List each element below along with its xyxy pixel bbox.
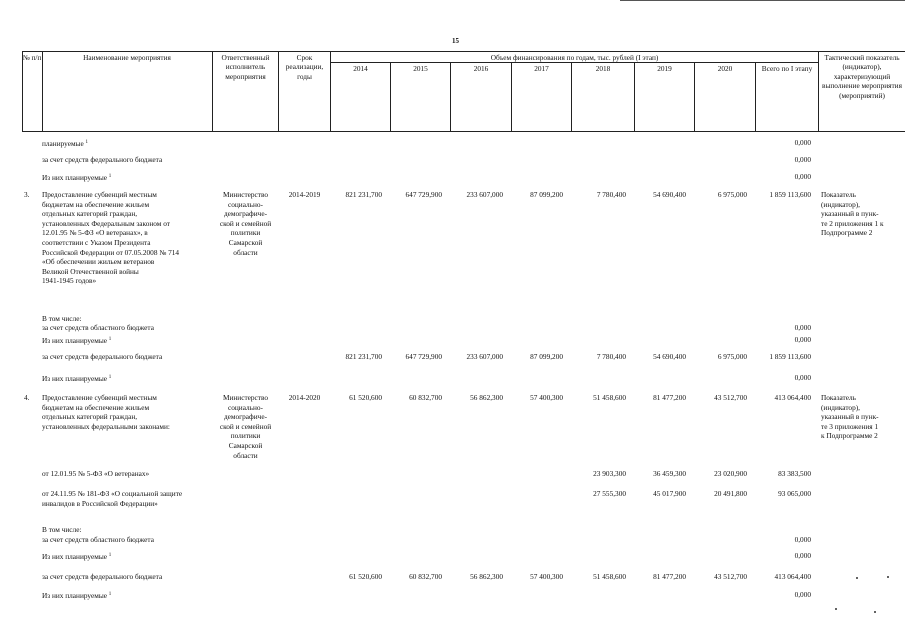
item-name-line: «Об обеспечении жильем ветеранов: [42, 257, 155, 267]
total-value: 0,000: [794, 590, 811, 599]
footnote-mark: 1: [108, 553, 112, 558]
year-value: 61 520,600: [349, 393, 382, 402]
header-year-2018: 2018: [595, 64, 611, 73]
executor-line: Министерство: [223, 190, 268, 199]
header-year-2016: 2016: [473, 64, 489, 73]
indicator-line: Показатель: [821, 393, 856, 402]
law-label: инвалидов в Российской Федерации»: [42, 498, 158, 508]
grid-line: [22, 51, 23, 132]
footnote-mark: 1: [108, 375, 112, 380]
law-label: от 12.01.95 № 5-ФЗ «О ветеранах»: [42, 469, 150, 478]
header-term: Срок реализации, годы: [285, 53, 324, 81]
executor-line: Самарской: [228, 441, 263, 450]
year-value: 821 231,700: [345, 190, 382, 199]
item-name-line: бюджетам на обеспечение жильем: [42, 402, 150, 412]
row-label: за счет средств областного бюджета: [42, 323, 154, 332]
year-value: 57 400,300: [530, 393, 563, 402]
total-value: 1 859 113,600: [769, 352, 811, 361]
executor-line: демографиче-: [223, 412, 268, 422]
year-value: 54 690,400: [653, 190, 686, 199]
executor-line: социально-: [228, 199, 263, 209]
executor-line: ской и семейной: [219, 421, 272, 431]
indicator-line: к Подпрограмме 2: [821, 431, 878, 441]
header-total: Всего по I этапу: [761, 64, 813, 73]
row-label: Из них планируемые $^1$: [42, 591, 112, 600]
header-no: № п/п: [22, 53, 42, 62]
executor-line: области: [233, 247, 258, 257]
total-value: 0,000: [794, 138, 811, 147]
item-name-line: установленных Федеральным законом от: [42, 218, 170, 228]
item-name-line: 12.01.95 № 5-ФЗ «О ветеранах», в: [42, 228, 148, 238]
total-value: 0,000: [794, 335, 811, 344]
indicator-line: те 3 приложения 1: [821, 421, 879, 431]
year-value: 81 477,200: [653, 393, 686, 402]
year-value: 20 491,800: [714, 489, 747, 498]
scan-speck: [874, 611, 876, 613]
header-year-2019: 2019: [657, 64, 672, 73]
indicator-line: те 2 приложения 1 к: [821, 218, 884, 228]
total-value: 93 065,000: [778, 489, 811, 498]
item-name-line: 1941-1945 годов»: [42, 276, 97, 286]
indicator-line: (индикатор),: [821, 402, 860, 412]
executor-line: Министерство: [223, 393, 268, 402]
row-label: за счет средств федерального бюджета: [42, 572, 163, 581]
term: 2014-2019: [288, 190, 321, 199]
executor-line: политики: [230, 228, 261, 238]
executor-line: демографиче-: [223, 209, 268, 219]
year-value: 87 099,200: [530, 190, 563, 199]
indicator-line: указанный в пунк-: [821, 412, 879, 422]
item-name-line: Великой Отечественной войны: [42, 266, 139, 276]
scan-speck: [887, 576, 889, 578]
header-top-rule: [22, 51, 905, 52]
executor-line: политики: [230, 431, 261, 441]
item-number: 4.: [24, 393, 30, 402]
footnote-mark: 1: [108, 174, 112, 179]
year-value: 36 459,300: [653, 469, 686, 478]
item-name-line: установленных федеральными законами:: [42, 421, 170, 431]
total-value: 1 859 113,600: [769, 190, 811, 199]
year-value: 56 862,300: [470, 572, 503, 581]
page-number: 15: [452, 37, 459, 45]
year-value: 57 400,300: [530, 572, 563, 581]
header-year-2014: 2014: [353, 64, 368, 73]
header-indicator: Тактический показатель (индикатор), характеризующий выполнение мероприятия (мероприятий): [822, 53, 902, 100]
year-value: 51 458,600: [593, 572, 626, 581]
grid-line: [42, 51, 43, 132]
year-value: 60 832,700: [409, 572, 442, 581]
executor-line: социально-: [228, 402, 263, 412]
total-value: 0,000: [794, 155, 811, 164]
scan-speck: [835, 608, 837, 610]
scan-speck: [856, 577, 858, 579]
row-label: Из них планируемые $^1$: [42, 173, 112, 182]
indicator-line: Показатель: [821, 190, 856, 199]
footnote-mark: 1: [108, 592, 112, 597]
row-label: планируемые $^1$: [42, 139, 89, 148]
total-value: 0,000: [794, 373, 811, 382]
year-value: 647 729,900: [405, 352, 442, 361]
year-value: 23 020,900: [714, 469, 747, 478]
executor-line: области: [233, 450, 258, 460]
year-value: 56 862,300: [470, 393, 503, 402]
year-value: 61 520,600: [349, 572, 382, 581]
indicator-line: Подпрограмме 2: [821, 228, 873, 238]
header-bottom-rule: [22, 131, 905, 132]
year-value: 6 975,000: [717, 352, 747, 361]
row-label: за счет средств областного бюджета: [42, 535, 154, 544]
total-value: 0,000: [794, 551, 811, 560]
item-name-line: Предоставление субвенций местным: [42, 190, 157, 199]
footnote-mark: 1: [108, 337, 112, 342]
year-value: 60 832,700: [409, 393, 442, 402]
law-label: от 24.11.95 № 181-ФЗ «О социальной защите: [42, 489, 183, 498]
item-name-line: отдельных категорий граждан,: [42, 209, 138, 219]
year-value: 45 017,900: [653, 489, 686, 498]
total-value: 413 064,400: [774, 393, 811, 402]
header-name: Наименование мероприятия: [83, 53, 171, 62]
header-exec: Ответственный исполнитель мероприятия: [221, 53, 270, 81]
executor-line: Самарской: [228, 238, 263, 247]
row-label: Из них планируемые $^1$: [42, 336, 112, 345]
year-value: 27 555,300: [593, 489, 626, 498]
header-year-2017: 2017: [534, 64, 549, 73]
total-value: 0,000: [794, 323, 811, 332]
year-value: 7 780,400: [596, 352, 626, 361]
row-label: Из них планируемые $^1$: [42, 374, 112, 383]
item-name-line: отдельных категорий граждан,: [42, 412, 138, 422]
item-number: 3.: [24, 190, 30, 199]
year-value: 647 729,900: [405, 190, 442, 199]
year-value: 87 099,200: [530, 352, 563, 361]
year-value: 23 903,300: [593, 469, 626, 478]
total-value: 83 383,500: [778, 469, 811, 478]
row-label: Из них планируемые $^1$: [42, 552, 112, 561]
indicator-line: (индикатор),: [821, 199, 860, 209]
total-value: 413 064,400: [774, 572, 811, 581]
item-name-line: соответствии с Указом Президента: [42, 238, 151, 247]
year-value: 43 512,700: [714, 572, 747, 581]
total-value: 0,000: [794, 535, 811, 544]
executor-line: ской и семейной: [219, 218, 272, 228]
item-name-line: Российской Федерации от 07.05.2008 № 714: [42, 247, 180, 257]
year-value: 233 607,000: [466, 190, 503, 199]
year-value: 43 512,700: [714, 393, 747, 402]
header-financing: Объем финансирования по годам, тыс. рублей (I этап): [490, 53, 659, 62]
included-label: В том числе:: [42, 314, 82, 323]
year-value: 7 780,400: [596, 190, 626, 199]
header-year-2015: 2015: [413, 64, 428, 73]
year-value: 81 477,200: [653, 572, 686, 581]
indicator-line: указанный в пунк-: [821, 209, 879, 219]
item-name-line: Предоставление субвенций местным: [42, 393, 157, 402]
item-name-line: бюджетам на обеспечение жильем: [42, 199, 150, 209]
included-label: В том числе:: [42, 525, 82, 534]
total-value: 0,000: [794, 172, 811, 181]
year-value: 54 690,400: [653, 352, 686, 361]
term: 2014-2020: [288, 393, 321, 402]
year-value: 6 975,000: [717, 190, 747, 199]
year-value: 821 231,700: [345, 352, 382, 361]
year-value: 51 458,600: [593, 393, 626, 402]
header-year-2020: 2020: [717, 64, 733, 73]
year-value: 233 607,000: [466, 352, 503, 361]
row-label: за счет средств федерального бюджета: [42, 352, 163, 361]
footnote-mark: 1: [85, 140, 89, 145]
top-rule: [620, 0, 905, 1]
row-label: за счет средств федерального бюджета: [42, 155, 163, 164]
